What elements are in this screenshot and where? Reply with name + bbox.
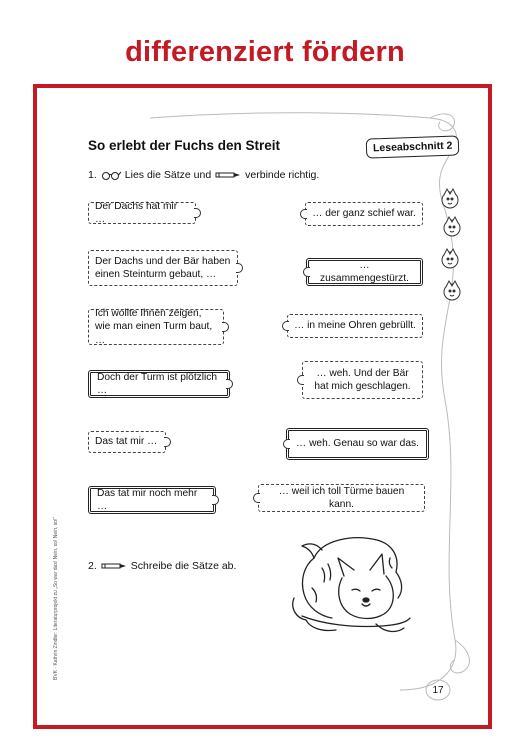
connector-tab — [283, 439, 290, 449]
connector-tab — [253, 493, 260, 503]
right-card-2[interactable] — [306, 258, 423, 286]
task-1-instruction — [88, 169, 319, 181]
right-card-3[interactable] — [287, 314, 423, 338]
worksheet-title: So erlebt der Fuchs den Streit — [88, 138, 281, 153]
left-card-5-text: Das tat mir … — [95, 436, 158, 448]
task-2-text: Schreibe die Sätze ab. — [130, 560, 237, 572]
header-title: differenziert fördern — [125, 36, 405, 68]
left-card-6-text: Das tat mir noch mehr … — [97, 487, 198, 512]
pencil-icon — [101, 561, 127, 571]
right-card-3-text: … in meine Ohren gebrüllt. — [294, 320, 416, 332]
side-credit: BVK · Kathrin Zindler: Literaturprojekt zu „So war das! Nein, so! Nein, so!“ — [53, 516, 59, 680]
left-card-3-text: Ich wollte Ihnen zeigen, wie man einen Turm baut, … — [95, 307, 213, 346]
right-card-4-text: … weh. Und der Bär hat mich geschlagen. — [314, 367, 411, 392]
page-number — [425, 679, 451, 701]
right-card-5[interactable] — [286, 428, 429, 460]
left-card-1[interactable] — [88, 202, 196, 224]
task-2-number: 2. — [88, 560, 97, 572]
right-card-1[interactable] — [305, 202, 423, 226]
right-card-6-text: … weil ich toll Türme bauen kann. — [278, 485, 405, 510]
task-1-text-b: verbinde richtig. — [245, 169, 320, 181]
left-card-6[interactable] — [88, 486, 216, 514]
right-card-6[interactable] — [258, 484, 425, 512]
left-card-1-text: Der Dachs hat mir … — [95, 200, 178, 225]
left-card-4[interactable] — [88, 370, 230, 398]
left-card-2-text: Der Dachs und der Bär haben einen Steinturm gebaut, … — [95, 255, 231, 280]
left-card-5[interactable] — [88, 431, 166, 453]
right-card-4[interactable] — [302, 361, 423, 399]
connector-tab — [297, 375, 304, 385]
connector-tab — [303, 267, 310, 277]
left-card-2[interactable] — [88, 250, 238, 286]
glasses-icon — [101, 170, 121, 180]
right-card-1-text: … der ganz schief war. — [312, 208, 416, 220]
reading-section-badge: Leseabschnitt 2 — [366, 135, 460, 158]
left-card-4-text: Doch der Turm ist plötzlich … — [97, 371, 218, 396]
connector-tab — [282, 321, 289, 331]
fox-illustration — [292, 528, 417, 640]
page-number-text: 17 — [432, 684, 444, 696]
right-card-2-text: … zusammengestürzt. — [320, 259, 409, 284]
pencil-icon — [215, 170, 241, 180]
right-card-5-text: … weh. Genau so war das. — [296, 438, 419, 450]
connector-tab — [300, 209, 307, 219]
task-1-text-a: Lies die Sätze und — [124, 169, 212, 181]
left-card-3[interactable] — [88, 309, 224, 345]
task-1-number: 1. — [88, 169, 97, 181]
task-2-instruction — [88, 560, 236, 572]
